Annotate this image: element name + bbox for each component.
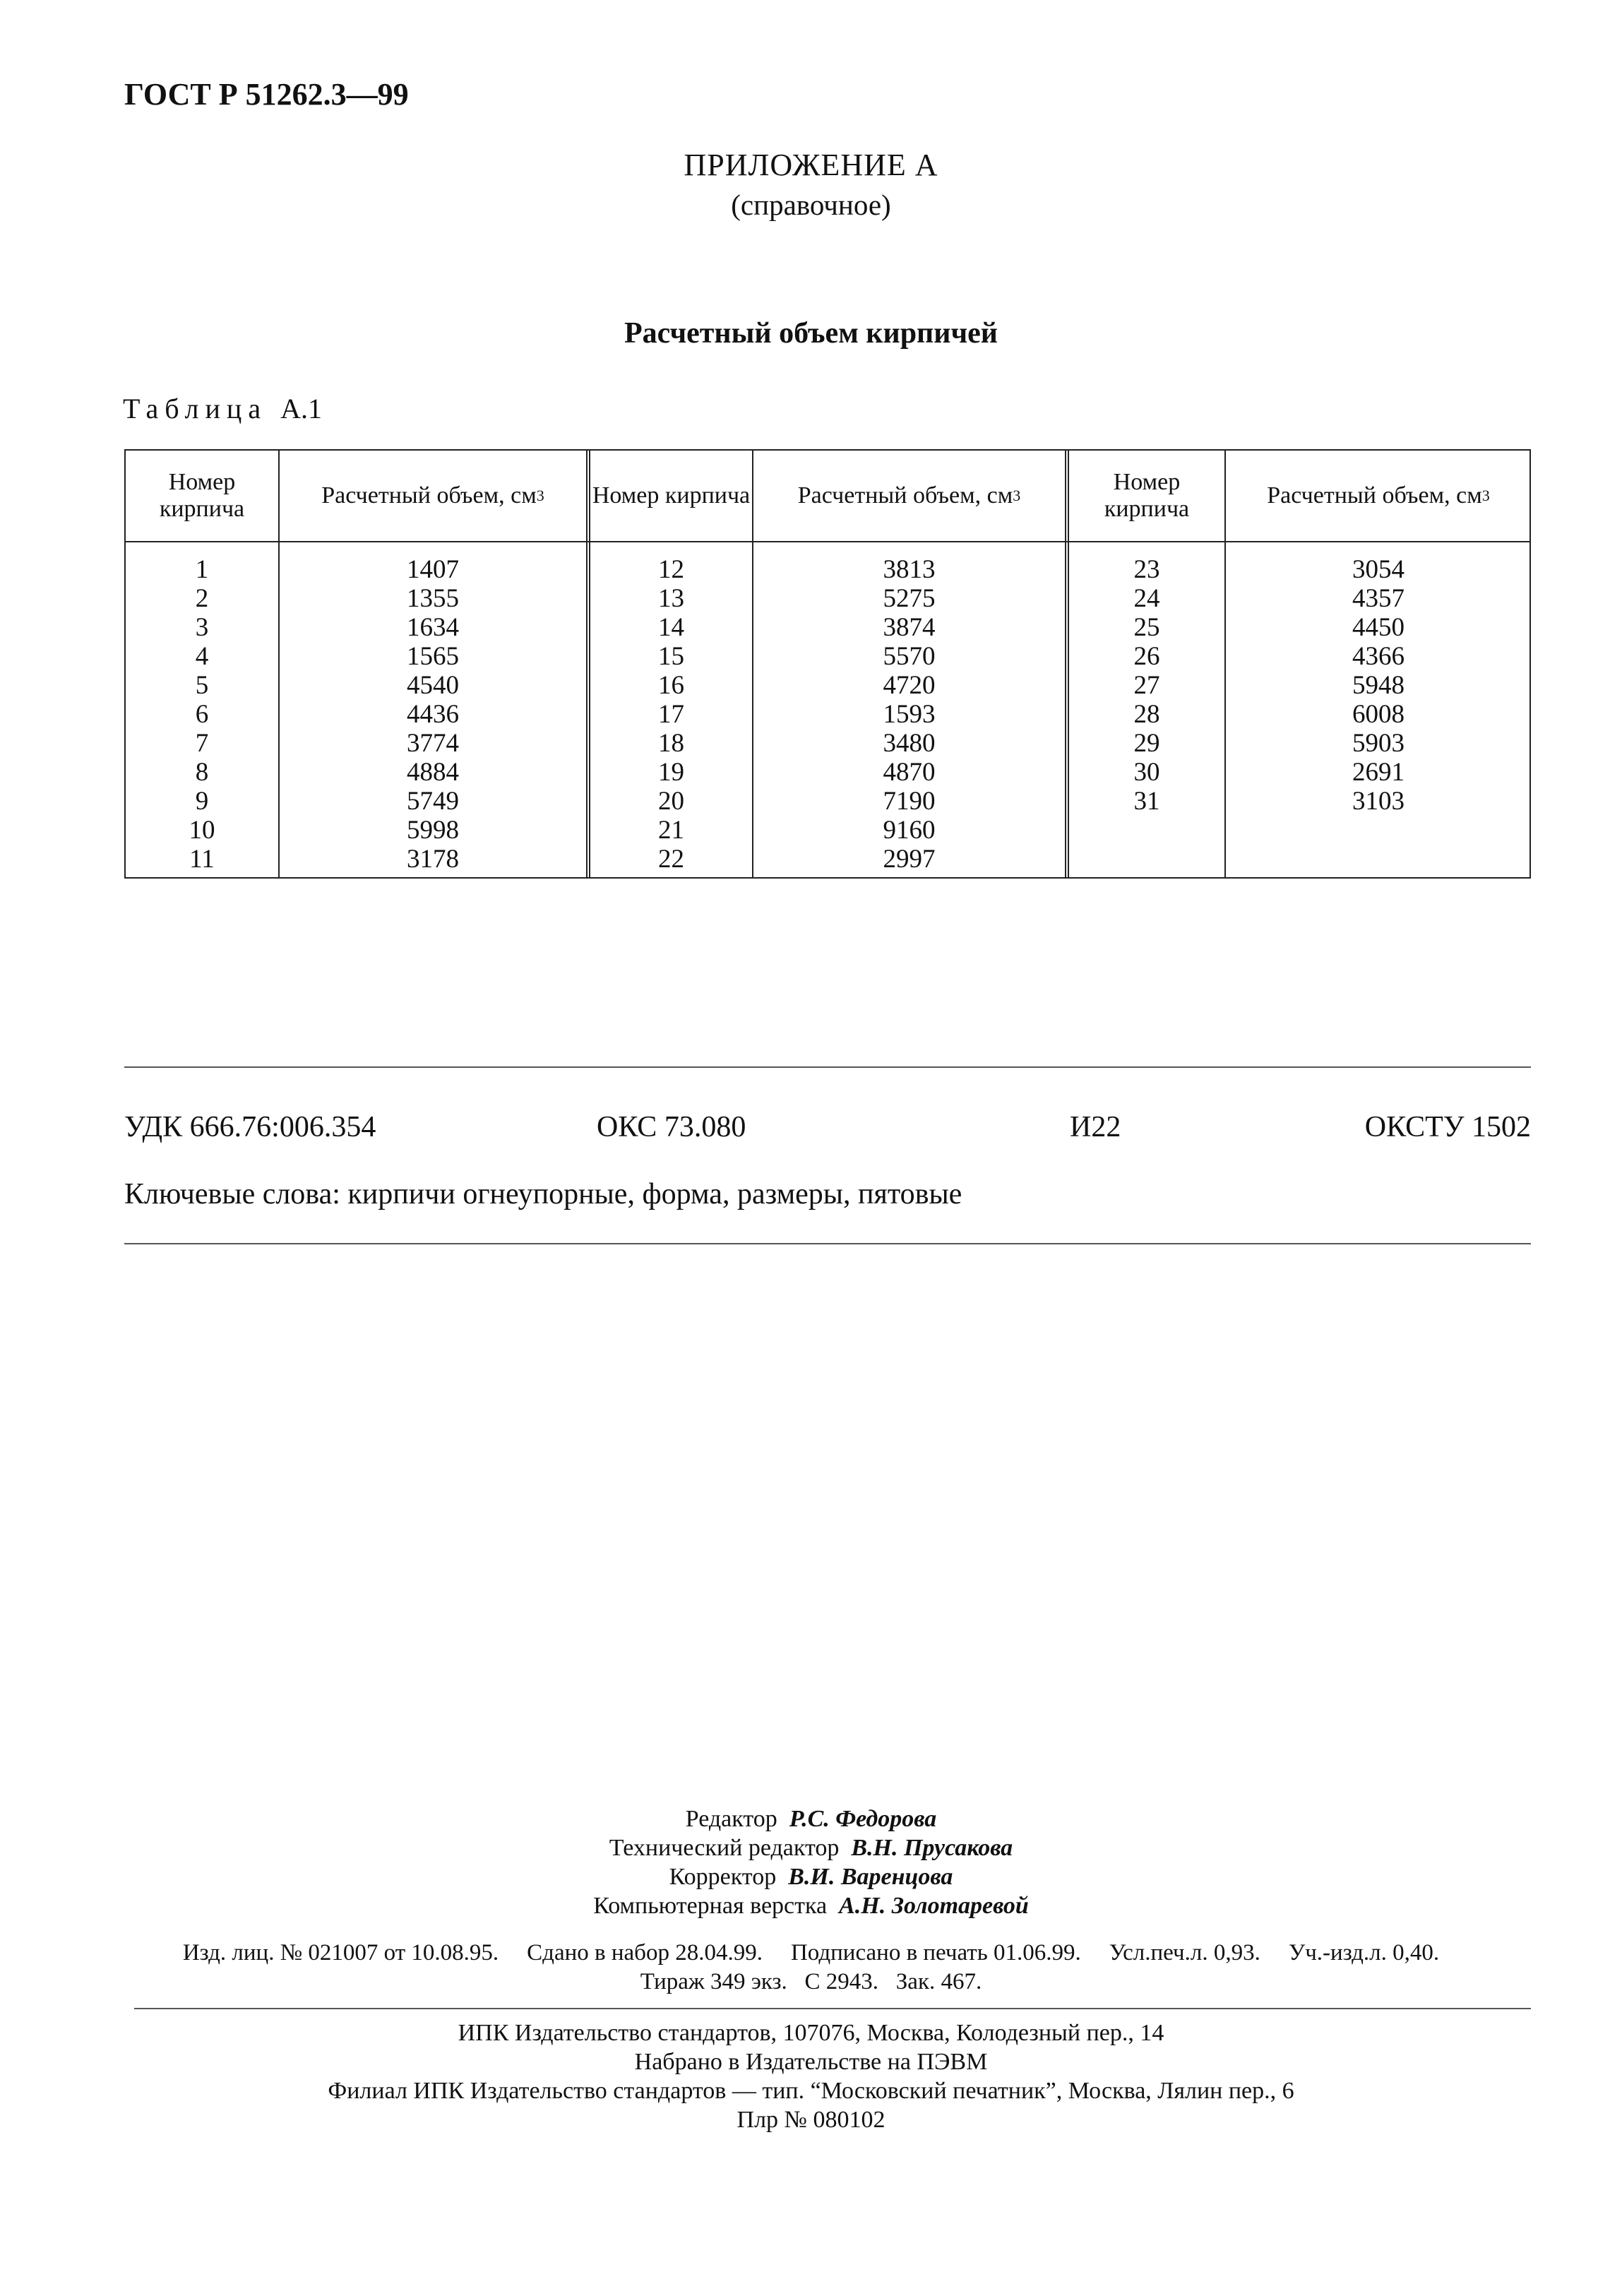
numbers-column-1 (126, 555, 278, 874)
table-cell: 28 (1133, 700, 1160, 729)
publisher-license: Изд. лиц. № 021007 от 10.08.95. (182, 1940, 499, 1965)
table-cell: 12 (658, 555, 684, 584)
header-brick-number: Номер кирпича (159, 469, 245, 522)
section-title: Расчетный объем кирпичей (624, 317, 998, 350)
numbers-column-2 (590, 555, 752, 874)
table-cell: 3774 (407, 729, 459, 758)
credit-line (0, 1862, 1622, 1891)
imprint-line: Набрано в Издательстве на ПЭВМ (634, 2049, 988, 2075)
publication-line-1 (0, 1939, 1622, 1968)
signed-date: Подписано в печать 01.06.99. (790, 1940, 1081, 1965)
header-brick-number: Номер кирпича (592, 482, 751, 508)
header-volume-sup: 3 (1481, 487, 1490, 504)
table-cell: 1355 (407, 584, 459, 613)
table-cell: 1407 (407, 555, 459, 584)
table-cell: 15 (658, 642, 684, 671)
okstu-code: ОКСТУ 1502 (1364, 1111, 1531, 1143)
table-cell: 29 (1133, 729, 1160, 758)
table-cell: 26 (1133, 642, 1160, 671)
credit-person: А.Н. Золотаревой (839, 1893, 1029, 1919)
table-cell: 24 (1133, 584, 1160, 613)
credit-line (0, 1891, 1622, 1920)
table-cell: 5 (195, 671, 209, 700)
table-cell: 4884 (407, 758, 459, 787)
imprint-block (0, 2018, 1622, 2134)
credit-role: Редактор (685, 1806, 777, 1832)
table-cell: 27 (1133, 671, 1160, 700)
table-cell: 18 (658, 729, 684, 758)
table-cell: 13 (658, 584, 684, 613)
credit-person: Р.С. Федорова (789, 1806, 937, 1832)
volumes-column-2 (753, 555, 1065, 874)
table-cell: 16 (658, 671, 684, 700)
table-cell: 4 (195, 642, 209, 671)
header-volume-text: Расчетный объем, см (797, 482, 1013, 508)
appendix-title: ПРИЛОЖЕНИЕ А (684, 148, 938, 182)
header-volume (280, 451, 586, 541)
header-divider (126, 541, 1529, 542)
table-cell: 21 (658, 816, 684, 845)
table-cell: 4366 (1352, 642, 1405, 671)
divider-rule (134, 2008, 1531, 2009)
credit-role: Корректор (669, 1864, 777, 1890)
order-number: Зак. 467. (895, 1969, 982, 1994)
table-cell: 23 (1133, 555, 1160, 584)
header-volume-sup: 3 (1013, 487, 1021, 504)
table-cell: 4450 (1352, 613, 1405, 642)
table-cell: 1 (195, 555, 209, 584)
table-cell: 4720 (883, 671, 936, 700)
oks-code: ОКС 73.080 (597, 1111, 746, 1143)
table-cell: 30 (1133, 758, 1160, 787)
credit-line (0, 1833, 1622, 1862)
table-cell: 5998 (407, 816, 459, 845)
table-cell: 3813 (883, 555, 936, 584)
table-cell: 3874 (883, 613, 936, 642)
table-cell: 25 (1133, 613, 1160, 642)
table-cell: 7190 (883, 787, 936, 816)
publication-info (0, 1939, 1622, 1997)
table-cell: 2997 (883, 845, 936, 874)
table-cell: 2691 (1352, 758, 1405, 787)
imprint-line: Филиал ИПК Издательство стандартов — тип. “Московский печатник”, Москва, Лялин пер., 6 (328, 2078, 1294, 2104)
volumes-column-1 (280, 555, 586, 874)
udk-code: УДК 666.76:006.354 (124, 1111, 376, 1143)
imprint-line: Плр № 080102 (737, 2107, 885, 2133)
table-cell: 5948 (1352, 671, 1405, 700)
table-cell: 6 (195, 700, 209, 729)
credit-role: Компьютерная верстка (593, 1893, 828, 1919)
appendix-subtitle: (справочное) (731, 189, 891, 221)
brick-volume-table (124, 449, 1531, 879)
table-cell: 20 (658, 787, 684, 816)
c-number: С 2943. (804, 1969, 879, 1994)
credit-role: Технический редактор (609, 1835, 840, 1861)
table-cell: 17 (658, 700, 684, 729)
table-cell: 3103 (1352, 787, 1405, 816)
keywords: Ключевые слова: кирпичи огнеупорные, форма, размеры, пятовые (124, 1178, 962, 1211)
table-cell: 5749 (407, 787, 459, 816)
header-volume-text: Расчетный объем, см (1267, 482, 1482, 508)
table-cell: 1634 (407, 613, 459, 642)
credit-person: В.Н. Прусакова (851, 1835, 1013, 1861)
imprint-line: ИПК Издательство стандартов, 107076, Москва, Колодезный пер., 14 (458, 2020, 1164, 2046)
table-cell: 19 (658, 758, 684, 787)
document-code: ГОСТ Р 51262.3—99 (124, 77, 409, 112)
header-volume-sup: 3 (536, 487, 544, 504)
table-cell: 8 (195, 758, 209, 787)
credits-block (0, 1804, 1622, 1920)
divider-rule (124, 1243, 1531, 1244)
publication-line-2 (0, 1968, 1622, 1997)
table-cell: 11 (189, 845, 215, 874)
table-cell: 4357 (1352, 584, 1405, 613)
table-cell: 3054 (1352, 555, 1405, 584)
credit-person: В.И. Варенцова (788, 1864, 953, 1890)
table-cell: 5570 (883, 642, 936, 671)
table-cell: 31 (1133, 787, 1160, 816)
table-cell: 1593 (883, 700, 936, 729)
table-cell: 7 (195, 729, 209, 758)
table-cell: 22 (658, 845, 684, 874)
table-cell: 1565 (407, 642, 459, 671)
divider-rule (124, 1066, 1531, 1068)
index-code: И22 (1070, 1111, 1121, 1143)
numbers-column-3 (1069, 555, 1224, 816)
table-caption (123, 392, 322, 425)
table-cell: 3178 (407, 845, 459, 874)
header-brick-number: Номер кирпича (1104, 469, 1190, 522)
table-caption-number: А.1 (280, 393, 322, 424)
print-sheets: Усл.печ.л. 0,93. (1109, 1940, 1260, 1965)
table-cell: 4436 (407, 700, 459, 729)
table-cell: 5903 (1352, 729, 1405, 758)
table-cell: 10 (189, 816, 215, 845)
header-volume-text: Расчетный объем, см (321, 482, 537, 508)
table-cell: 3480 (883, 729, 936, 758)
table-cell: 6008 (1352, 700, 1405, 729)
table-cell: 3 (195, 613, 209, 642)
typeset-date: Сдано в набор 28.04.99. (527, 1940, 763, 1965)
credit-line (0, 1804, 1622, 1833)
volumes-column-3 (1226, 555, 1531, 816)
table-cell: 4870 (883, 758, 936, 787)
table-cell: 5275 (883, 584, 936, 613)
table-cell: 4540 (407, 671, 459, 700)
table-cell: 14 (658, 613, 684, 642)
header-volume (753, 451, 1065, 541)
table-cell: 2 (195, 584, 209, 613)
table-caption-word: Таблица (123, 393, 268, 424)
table-cell: 9160 (883, 816, 936, 845)
publishing-sheets: Уч.-изд.л. 0,40. (1288, 1940, 1440, 1965)
table-cell: 9 (195, 787, 209, 816)
print-run: Тираж 349 экз. (640, 1969, 787, 1994)
header-volume (1226, 451, 1531, 541)
